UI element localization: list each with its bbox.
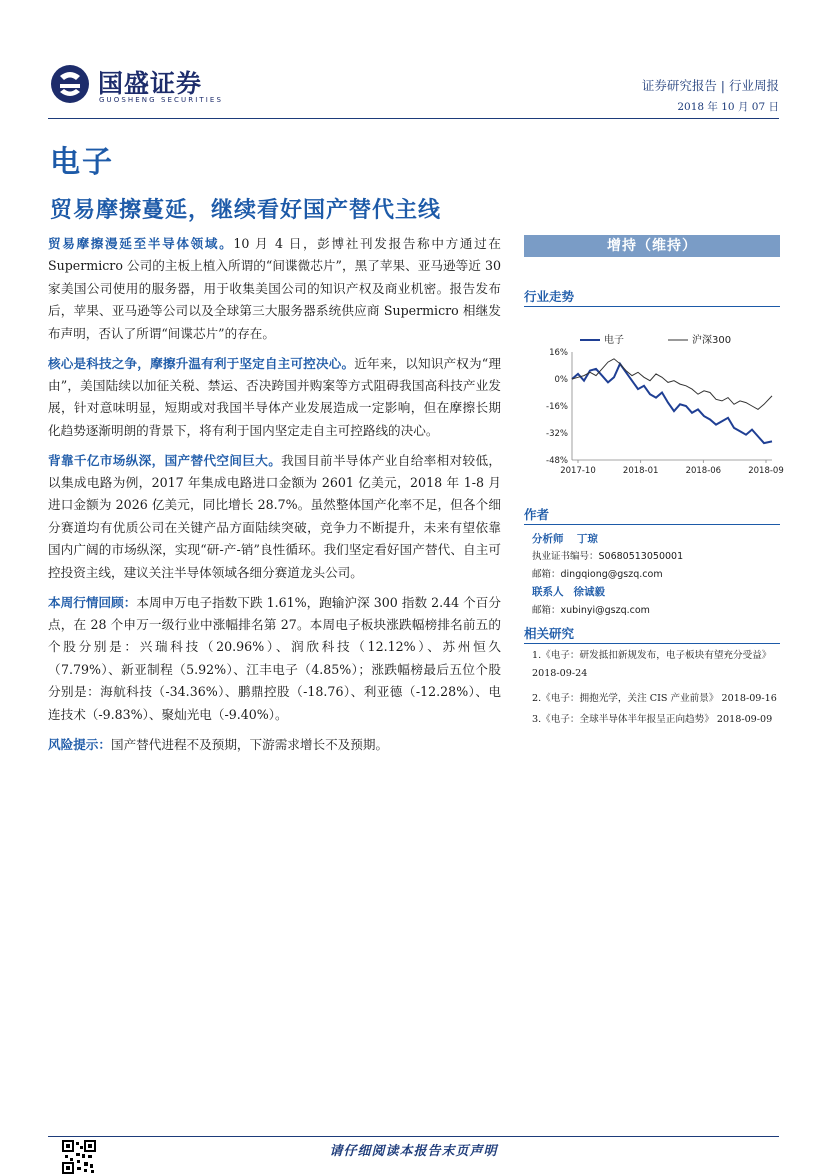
author-section-title: 作者 bbox=[524, 507, 550, 522]
analyst-row bbox=[532, 531, 598, 546]
paragraph-domestic-substitution bbox=[48, 450, 501, 584]
analyst-email-row bbox=[532, 566, 663, 580]
paragraph-text: 国产替代进程不及预期，下游需求增长不及预期。 bbox=[110, 736, 389, 752]
trend-section-title: 行业走势 bbox=[524, 289, 575, 304]
cert-number: S0680513050001 bbox=[598, 551, 684, 562]
series-line-hs300 bbox=[572, 359, 772, 410]
y-tick-label: 0% bbox=[554, 375, 568, 385]
related-item[interactable] bbox=[532, 713, 782, 727]
series-line-electronics bbox=[572, 364, 772, 443]
email-label: 邮箱： bbox=[532, 605, 561, 616]
x-tick-label: 2018-09 bbox=[748, 466, 784, 476]
related-item-date: 2018-09-16 bbox=[721, 693, 777, 704]
email-label: 邮箱： bbox=[532, 569, 561, 580]
paragraph-text: 我国目前半导体产业自给率相对较低，以集成电路为例，2017 年集成电路进口金额为 2601 亿美元，2018 年 1-8 月进口金额为 2026 亿美元，同比增长 28.7%。虽然整体国产化率不足，但各个细分赛道均有优质公司在关键产品方面陆续突破，竞争力不断提升，未来有望依靠国内广阔的市场纵深，实现“研-产-销”良性循环。我们坚定看好国产替代、自主可控投资主线，建议关注半导体领域各细分赛道龙头公司。 bbox=[48, 452, 501, 580]
contact-name: 徐诚毅 bbox=[573, 586, 606, 598]
paragraph-lead: 本周行情回顾： bbox=[48, 594, 137, 610]
section-divider bbox=[524, 524, 780, 525]
section-divider bbox=[524, 306, 780, 307]
related-item-date: 2018-09-09 bbox=[716, 714, 773, 725]
report-title: 贸易摩擦蔓延，继续看好国产替代主线 bbox=[50, 197, 442, 223]
report-date: 2018 年 10 月 07 日 bbox=[677, 101, 779, 113]
related-item-title: 3.《电子：全球半导体半年报呈正向趋势》 bbox=[532, 714, 714, 725]
rating-badge: 增持（维持） bbox=[524, 235, 780, 257]
x-tick-label: 2018-01 bbox=[622, 466, 659, 476]
related-item-title: 2.《电子：拥抱光学，关注 CIS 产业前景》 bbox=[532, 693, 719, 704]
industry-trend-chart bbox=[524, 318, 784, 484]
paragraph-market-review bbox=[48, 592, 501, 726]
y-tick-label: -16% bbox=[546, 402, 568, 412]
y-tick-label: -48% bbox=[546, 456, 568, 466]
y-tick-label: 16% bbox=[549, 348, 568, 358]
analyst-email[interactable]: dingqiong@gszq.com bbox=[560, 569, 663, 580]
section-divider bbox=[524, 643, 780, 644]
legend-label-electronics: 电子 bbox=[604, 335, 624, 346]
contact-email[interactable]: xubinyi@gszq.com bbox=[560, 605, 650, 616]
paragraph-text: 近年来，以知识产权为“理由”，美国陆续以加征关税、禁运、否决跨国并购案等方式阻碍我国高科技产业发展，针对意味明显，短期或对我国半导体产业发展造成一定影响，但在摩擦长期化趋势逐渐明朗的背景下，将有利于国内坚定走自主可控路线的决心。 bbox=[48, 355, 502, 438]
industry-title: 电子 bbox=[50, 145, 114, 180]
paragraph-lead: 核心是科技之争，摩擦升温有利于坚定自主可控决心。 bbox=[48, 355, 355, 371]
company-name: 国盛证券 bbox=[98, 69, 203, 98]
analyst-label: 分析师 bbox=[532, 533, 564, 545]
related-item-date: 2018-09-24 bbox=[532, 668, 588, 679]
company-name-en: GUOSHENG SECURITIES bbox=[99, 96, 223, 104]
related-item[interactable] bbox=[532, 692, 782, 706]
contact-email-row bbox=[532, 602, 650, 616]
cert-row bbox=[532, 548, 683, 562]
analyst-name: 丁琼 bbox=[576, 533, 598, 545]
x-tick-label: 2018-06 bbox=[685, 466, 722, 476]
paragraph-text: 本周申万电子指数下跌 1.61%，跑输沪深 300 指数 2.44 个百分点，在 28 个申万一级行业中涨幅排名第 27。本周电子板块涨跌幅榜排名前五的个股分别是：兴瑞科技（20.96%）、润欣科技（12.12%）、苏州恒久（7.79%）、新亚制程（5.92%）、江丰电子（4.85%）；涨跌幅榜最后五位个股分别是：海航科技（-34.36%）、鹏鼎控股（-18.76）、利亚德（-12.28%）、电连技术（-9.83%）、聚灿光电（-9.40%）。 bbox=[48, 594, 502, 722]
paragraph-risk bbox=[48, 734, 501, 756]
paragraph-trade-friction bbox=[48, 233, 501, 345]
header-divider bbox=[48, 118, 779, 119]
paragraph-text: 10 月 4 日，彭博社刊发报告称中方通过在 Supermicro 公司的主板上植入所谓的“间谍微芯片”，黑了苹果、亚马逊等近 30 家美国公司使用的服务器，用于收集美国公司的知识产权及商业机密。报告发布后，苹果、亚马逊等公司以及全球第三大服务器系统供应商 Supermicro 相继发布声明，否认了所谓“间谍芯片”的存在。 bbox=[48, 236, 501, 341]
report-type: 证券研究报告 | 行业周报 bbox=[641, 78, 779, 93]
related-item[interactable] bbox=[532, 649, 782, 681]
legend-label-hs300: 沪深300 bbox=[692, 335, 732, 346]
paragraph-lead: 风险提示： bbox=[48, 736, 111, 752]
paragraph-lead: 背靠千亿市场纵深，国产替代空间巨大。 bbox=[48, 452, 282, 468]
paragraph-lead: 贸易摩擦漫延至半导体领域。 bbox=[48, 236, 234, 251]
related-section-title: 相关研究 bbox=[524, 626, 575, 641]
cert-label: 执业证书编号： bbox=[532, 551, 599, 562]
footer-disclaimer: 请仔细阅读本报告末页声明 bbox=[329, 1144, 498, 1159]
paragraph-tech-competition bbox=[48, 353, 501, 443]
main-body bbox=[48, 233, 501, 763]
x-tick-label: 2017-10 bbox=[560, 466, 596, 476]
y-tick-label: -32% bbox=[546, 429, 568, 439]
footer-divider bbox=[48, 1136, 779, 1137]
related-item-title: 1.《电子：研发抵扣新规发布，电子板块有望充分受益》 bbox=[532, 650, 772, 661]
contact-row bbox=[532, 584, 605, 599]
contact-label: 联系人 bbox=[532, 586, 564, 598]
